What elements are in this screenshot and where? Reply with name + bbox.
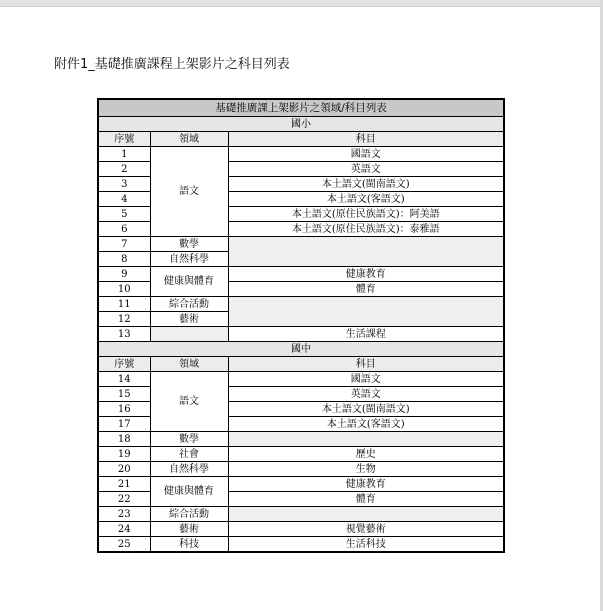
table-row	[98, 372, 504, 387]
table-row	[98, 462, 504, 477]
row-subject: 國語文	[228, 147, 504, 162]
row-no: 23	[98, 507, 150, 522]
row-no: 10	[98, 282, 150, 297]
table-row	[98, 297, 504, 312]
row-subject: 健康教育	[228, 267, 504, 282]
row-subject-empty	[228, 507, 504, 522]
row-no: 5	[98, 207, 150, 222]
table-caption: 基礎推廣課上架影片之領域/科目列表	[98, 99, 504, 117]
row-domain: 語文	[150, 147, 228, 237]
row-subject: 國語文	[228, 372, 504, 387]
row-no: 1	[98, 147, 150, 162]
row-domain: 數學	[150, 432, 228, 447]
row-no: 25	[98, 537, 150, 553]
row-domain: 自然科學	[150, 462, 228, 477]
row-no: 12	[98, 312, 150, 327]
row-domain: 藝術	[150, 312, 228, 327]
section-junior-high: 國中	[98, 342, 504, 357]
row-no: 14	[98, 372, 150, 387]
subjects-table	[97, 98, 505, 553]
table-row	[98, 477, 504, 492]
row-no: 6	[98, 222, 150, 237]
header-domain: 領域	[150, 357, 228, 372]
table-row	[98, 237, 504, 252]
row-no: 2	[98, 162, 150, 177]
table-row	[98, 507, 504, 522]
row-domain: 語文	[150, 372, 228, 432]
row-subject: 英語文	[228, 162, 504, 177]
table-row	[98, 432, 504, 447]
row-domain: 綜合活動	[150, 297, 228, 312]
row-subject: 英語文	[228, 387, 504, 402]
row-subject: 本土語文(客語文)	[228, 192, 504, 207]
row-subject: 本土語文(閩南語文)	[228, 177, 504, 192]
section-elementary: 國小	[98, 117, 504, 132]
row-subject: 體育	[228, 492, 504, 507]
row-domain: 健康與體育	[150, 267, 228, 297]
row-domain: 自然科學	[150, 252, 228, 267]
row-no: 7	[98, 237, 150, 252]
row-no: 20	[98, 462, 150, 477]
row-domain: 綜合活動	[150, 507, 228, 522]
row-subject: 本土語文(原住民族語文)：阿美語	[228, 207, 504, 222]
document-title: 附件1_基礎推廣課程上架影片之科目列表	[54, 57, 290, 72]
row-no: 3	[98, 177, 150, 192]
row-subject: 本土語文(客語文)	[228, 417, 504, 432]
row-subject: 健康教育	[228, 477, 504, 492]
row-no: 9	[98, 267, 150, 282]
table-row	[98, 522, 504, 537]
row-no: 4	[98, 192, 150, 207]
row-no: 17	[98, 417, 150, 432]
row-subject: 體育	[228, 282, 504, 297]
table-row	[98, 537, 504, 553]
table-row	[98, 327, 504, 342]
row-subject: 本土語文(原住民族語文)：泰雅語	[228, 222, 504, 237]
header-no: 序號	[98, 357, 150, 372]
row-subject: 本土語文(閩南語文)	[228, 402, 504, 417]
row-no: 16	[98, 402, 150, 417]
row-domain-empty	[150, 327, 228, 342]
row-no: 19	[98, 447, 150, 462]
header-subject: 科目	[228, 132, 504, 147]
row-domain: 健康與體育	[150, 477, 228, 507]
viewer-top-bar	[0, 0, 603, 7]
row-no: 24	[98, 522, 150, 537]
row-subject-empty	[228, 237, 504, 267]
row-domain: 科技	[150, 537, 228, 553]
row-subject: 生活科技	[228, 537, 504, 553]
row-no: 8	[98, 252, 150, 267]
row-no: 13	[98, 327, 150, 342]
row-no: 21	[98, 477, 150, 492]
row-subject-empty	[228, 297, 504, 327]
table-row	[98, 447, 504, 462]
row-subject-empty	[228, 432, 504, 447]
row-no: 18	[98, 432, 150, 447]
row-domain: 藝術	[150, 522, 228, 537]
header-subject: 科目	[228, 357, 504, 372]
header-no: 序號	[98, 132, 150, 147]
table-row	[98, 267, 504, 282]
row-subject: 視覺藝術	[228, 522, 504, 537]
row-no: 15	[98, 387, 150, 402]
row-subject: 生物	[228, 462, 504, 477]
row-domain: 數學	[150, 237, 228, 252]
row-no: 22	[98, 492, 150, 507]
table-row	[98, 147, 504, 162]
row-subject: 生活課程	[228, 327, 504, 342]
row-no: 11	[98, 297, 150, 312]
row-domain: 社會	[150, 447, 228, 462]
header-domain: 領域	[150, 132, 228, 147]
row-subject: 歷史	[228, 447, 504, 462]
